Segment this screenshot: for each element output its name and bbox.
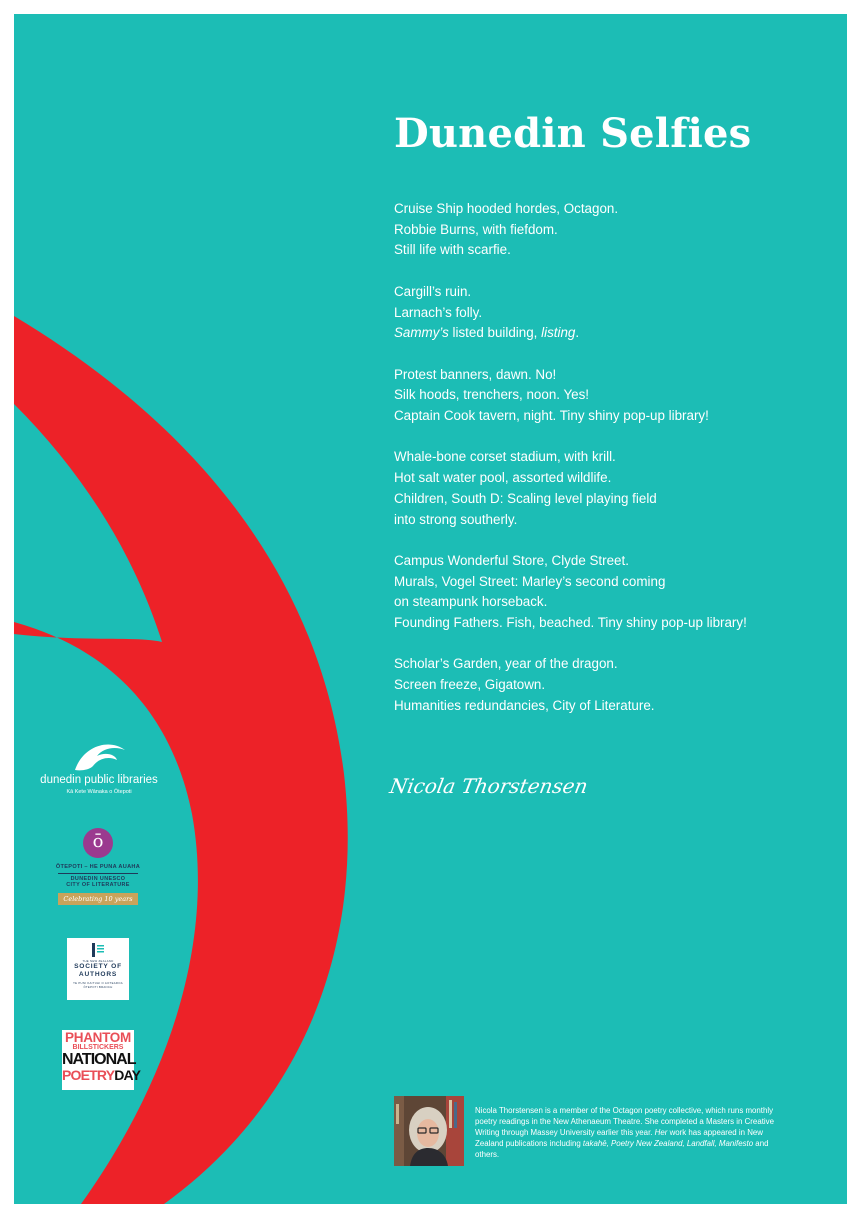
society-of-authors-logo [67, 938, 129, 1000]
library-name: dunedin public libraries [40, 774, 158, 786]
bio-publications: takahē, Poetry New Zealand, Landfall, Manifesto [582, 1139, 754, 1148]
npd-poetry-day-row [62, 1067, 141, 1083]
poem-line: Murals, Vogel Street: Marley’s second coming [394, 573, 666, 589]
unesco-line-3: CITY OF LITERATURE [66, 882, 130, 888]
poem-line: Cruise Ship hooded hordes, Octagon. [394, 201, 619, 216]
national-poetry-day-logo [62, 1030, 141, 1090]
poem-line: Campus Wonderful Store, Clyde Street. [394, 552, 629, 568]
bio-italic: Her [654, 1128, 668, 1137]
author-photo [394, 1096, 464, 1166]
poem-line: Founding Fathers. Fish, beached. Tiny shiny pop-up library! [394, 615, 747, 630]
stanza-4 [394, 447, 834, 530]
poem-title: Dunedin Selfies [394, 110, 752, 157]
stanza-2 [394, 282, 834, 344]
npd-day: DAY [114, 1067, 141, 1083]
stanza-3 [394, 365, 834, 427]
poem-line: into strong southerly. [394, 511, 518, 527]
stanza-1 [394, 199, 834, 261]
poem-line: on steampunk horseback. [394, 594, 548, 610]
unesco-divider [58, 873, 138, 874]
poem-line: Larnach’s folly. [394, 304, 483, 320]
npd-national: NATIONAL [62, 1051, 136, 1068]
author-signature: Nicola Thorstensen [387, 774, 590, 798]
poem-text: listed building, [448, 325, 542, 341]
author-portrait-image [394, 1096, 464, 1166]
stanza-6 [394, 654, 834, 716]
stanza-5 [394, 551, 834, 634]
poem-text: . [575, 325, 580, 341]
wave-icon [69, 740, 129, 774]
poster [14, 14, 847, 1204]
bio-text: work has appeared in New Zealand publications including [475, 1128, 763, 1148]
poem-line: Scholar’s Garden, year of the dragon. [394, 656, 618, 672]
poem-line-sammy [394, 323, 834, 344]
npd-billstickers: BILLSTICKERS [72, 1044, 124, 1051]
italic-sammys: Sammy’s [394, 325, 449, 341]
poem-line: Protest banners, dawn. No! [394, 366, 557, 382]
poem-line: Robbie Burns, with fiefdom. [394, 221, 558, 237]
soa-line-1: THE NEW ZEALAND [82, 959, 114, 963]
dunedin-public-libraries-logo [32, 740, 166, 795]
unesco-badge: Celebrating 10 years [58, 893, 137, 905]
npd-poetry: POETRY [62, 1067, 115, 1083]
library-subtitle: Kā Kete Wānaka o Ōtepoti [66, 789, 132, 795]
soa-line-5: ŌTEPOTI BRANCH [83, 985, 113, 989]
italic-listing: listing [541, 325, 576, 341]
poem-line: Captain Cook tavern, night. Tiny shiny pop-up library! [394, 408, 709, 423]
poem-body [394, 199, 834, 737]
author-bio [475, 1105, 793, 1160]
poem-line: Screen freeze, Gigatown. [394, 677, 546, 693]
unesco-mark-icon: ō [83, 828, 113, 858]
poem-line: Silk hoods, trenchers, noon. Yes! [394, 387, 590, 403]
soa-line-4: TE PUNI KAITUHI O AOTEAROA [73, 981, 123, 985]
poem-line: Cargill’s ruin. [394, 283, 472, 299]
poem-line: Hot salt water pool, assorted wildlife. [394, 470, 612, 486]
poem-line: Whale-bone corset stadium, with krill. [394, 449, 616, 465]
npd-phantom: PHANTOM [65, 1030, 131, 1045]
unesco-line-2: DUNEDIN UNESCO [70, 876, 126, 882]
soa-line-2: SOCIETY OF [74, 963, 122, 970]
unesco-city-of-literature-logo [44, 828, 152, 906]
quill-icon [90, 943, 106, 957]
soa-line-3: AUTHORS [78, 971, 118, 978]
bio-text: Nicola Thorstensen is a member of the Octagon poetry collective, which runs monthly poetry readings in the New Athenaeum Theatre. She completed a Masters in Creative Writing through Massey University earlier this year. [475, 1106, 774, 1137]
unesco-line-1: ŌTEPOTI – HE PUNA AUAHA [55, 864, 141, 870]
poem-line: Children, South D: Scaling level playing field [394, 490, 657, 506]
bio-text: and others. [475, 1139, 769, 1159]
poem-line: Humanities redundancies, City of Literature. [394, 697, 655, 713]
poem-line: Still life with scarfie. [394, 242, 511, 258]
